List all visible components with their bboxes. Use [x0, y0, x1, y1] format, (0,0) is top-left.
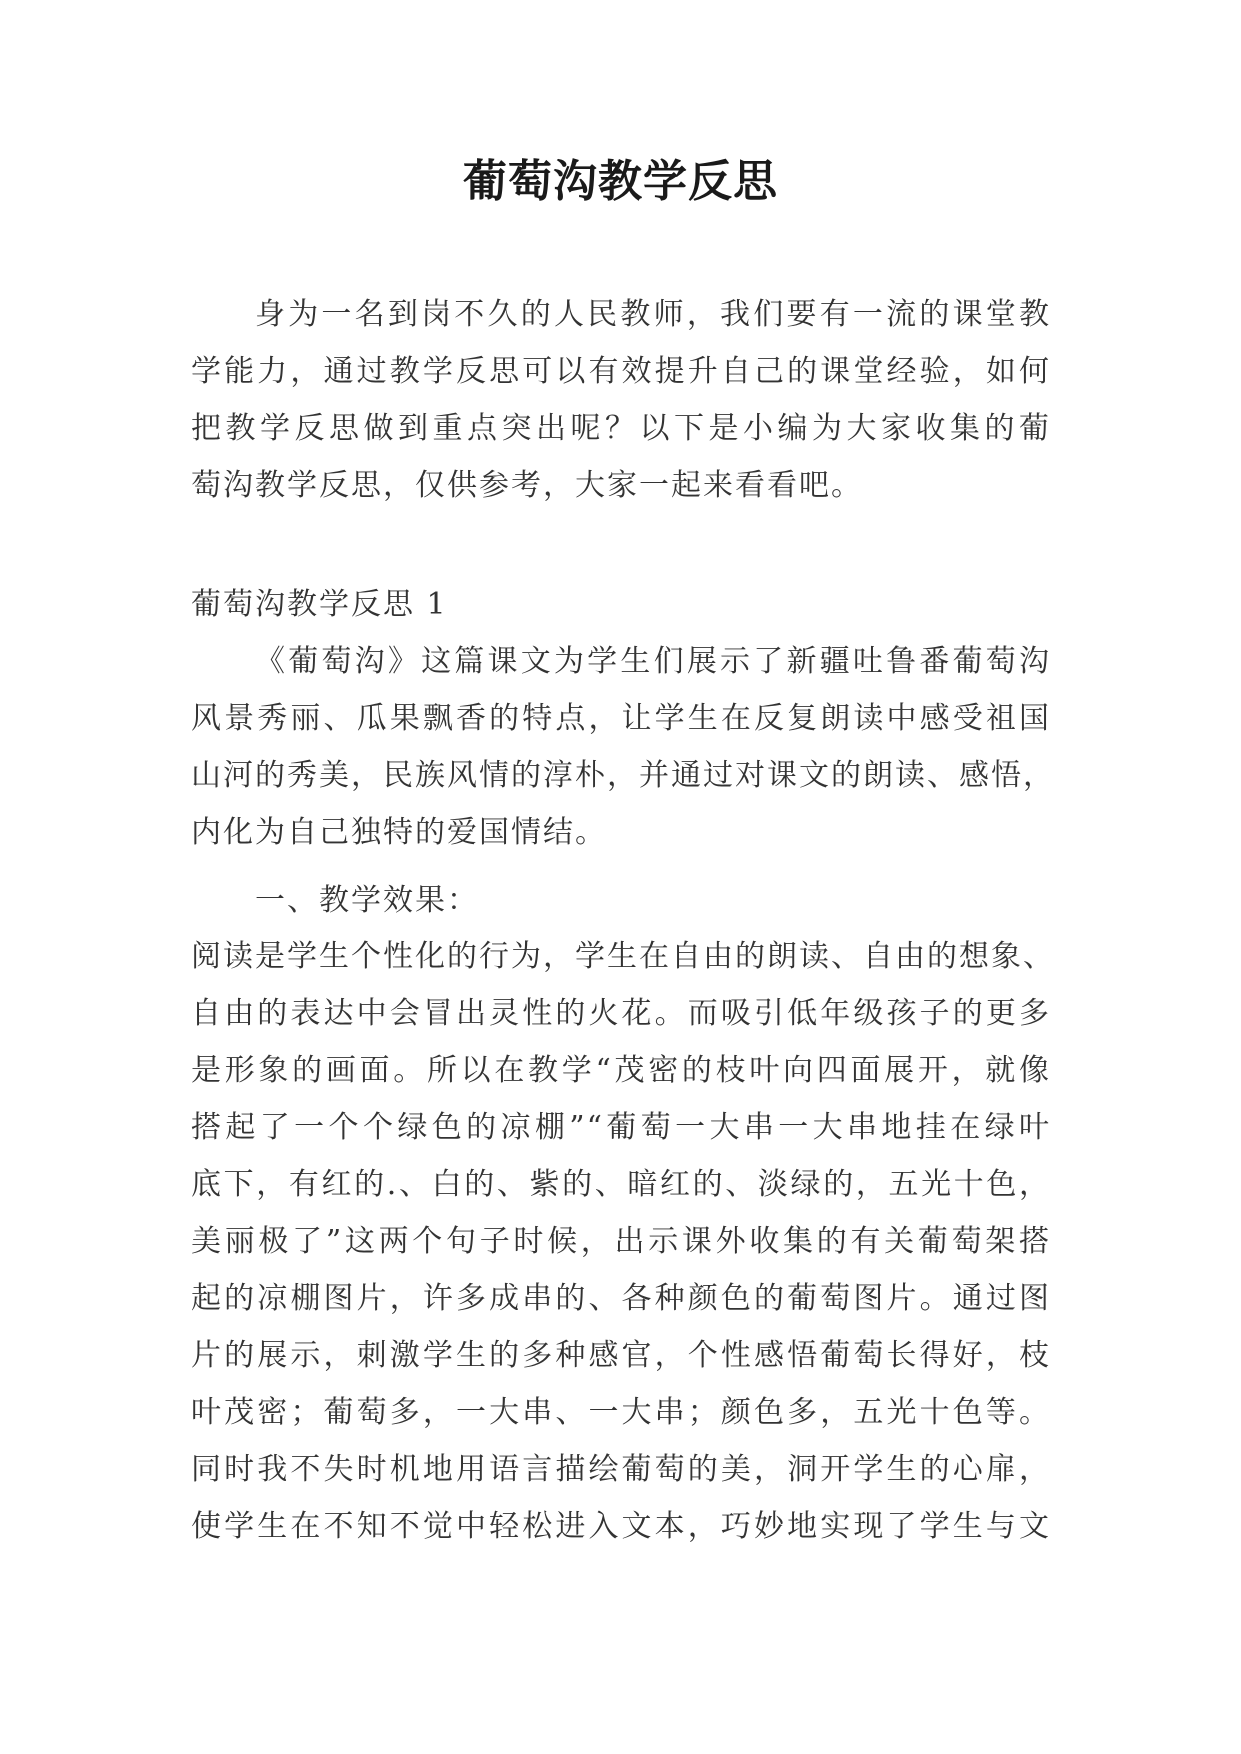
effect-line: 美丽极了”这两个句子时候，出示课外收集的有关葡萄架搭 [191, 1224, 1051, 1259]
intro-line: 把教学反思做到重点突出呢？以下是小编为大家收集的葡 [191, 411, 1051, 446]
section-heading: 葡萄沟教学反思 1 [191, 587, 448, 622]
intro-paragraph [191, 286, 1051, 514]
section-line: 风景秀丽、瓜果飘香的特点，让学生在反复朗读中感受祖国 [191, 701, 1051, 736]
effect-line: 底下，有红的.、白的、紫的、暗红的、淡绿的，五光十色， [191, 1167, 1051, 1202]
effect-line: 是形象的画面。所以在教学“茂密的枝叶向四面展开，就像 [191, 1053, 1051, 1088]
intro-line: 萄沟教学反思，仅供参考，大家一起来看看吧。 [191, 468, 863, 503]
effect-line: 自由的表达中会冒出灵性的火花。而吸引低年级孩子的更多 [191, 996, 1051, 1031]
intro-line: 身为一名到岗不久的人民教师，我们要有一流的课堂教 [255, 297, 1051, 332]
effect-line: 阅读是学生个性化的行为，学生在自由的朗读、自由的想象、 [191, 939, 1055, 974]
section-line: 《葡萄沟》这篇课文为学生们展示了新疆吐鲁番葡萄沟 [255, 644, 1051, 679]
effect-heading: 一、教学效果： [255, 883, 479, 918]
effect-line: 起的凉棚图片，许多成串的、各种颜色的葡萄图片。通过图 [191, 1281, 1051, 1316]
section-line: 内化为自己独特的爱国情结。 [191, 815, 607, 850]
effect-line: 搭起了一个个绿色的凉棚”“葡萄一大串一大串地挂在绿叶 [191, 1110, 1051, 1145]
document-title: 葡萄沟教学反思 [463, 156, 778, 207]
intro-line: 学能力，通过教学反思可以有效提升自己的课堂经验，如何 [191, 354, 1051, 389]
effect-line: 使学生在不知不觉中轻松进入文本，巧妙地实现了学生与文 [191, 1509, 1051, 1544]
effect-line: 叶茂密；葡萄多，一大串、一大串；颜色多，五光十色等。 [191, 1395, 1051, 1430]
effect-line: 片的展示，刺激学生的多种感官，个性感悟葡萄长得好，枝 [191, 1338, 1051, 1373]
effect-paragraph [191, 928, 1055, 1555]
section-paragraph [191, 633, 1055, 861]
effect-line: 同时我不失时机地用语言描绘葡萄的美，洞开学生的心扉， [191, 1452, 1051, 1487]
section-line: 山河的秀美，民族风情的淳朴，并通过对课文的朗读、感悟， [191, 758, 1055, 793]
